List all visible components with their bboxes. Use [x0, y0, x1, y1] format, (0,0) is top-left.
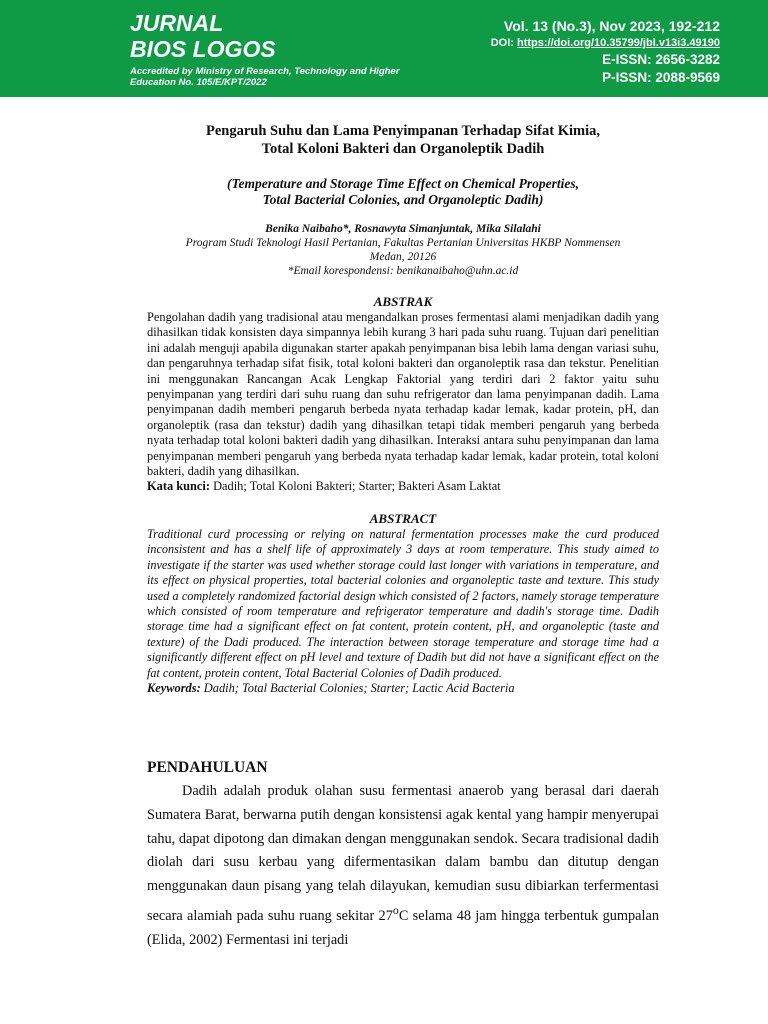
paper-title-id [147, 122, 659, 158]
authors: Benika Naibaho*, Rosnawyta Simanjuntak, Mika Silalahi [265, 223, 541, 235]
pendahuluan-section [147, 758, 659, 952]
paper-title-id-line2: Total Koloni Bakteri dan Organoleptik Dadih [261, 141, 545, 157]
journal-name-line1: JURNAL [130, 10, 224, 36]
eissn: E-ISSN: 2656-3282 [602, 52, 720, 67]
paper-front-matter [147, 122, 659, 696]
pendahuluan-heading: PENDAHULUAN [147, 759, 268, 776]
keywords-label: Keywords: [147, 680, 201, 695]
abstract-heading: ABSTRACT [369, 510, 437, 526]
doi-link[interactable]: https://doi.org/10.35799/jbl.v13i3.49190 [517, 37, 720, 49]
abstrak-heading: ABSTRAK [373, 294, 433, 309]
journal-header [0, 0, 768, 97]
kata-kunci-label: Kata kunci: [147, 479, 210, 494]
paper-title-en [147, 176, 659, 208]
paper-title-en-line1: (Temperature and Storage Time Effect on Chemical Properties, [227, 176, 579, 191]
affiliation-line2: Medan, 20126 [369, 251, 437, 263]
degree-sup: o [392, 902, 399, 917]
volume-info: Vol. 13 (No.3), Nov 2023, 192-212 [503, 18, 720, 34]
pendahuluan-text-1: Dadih adalah produk olahan susu fermentasi anaerob yang berasal dari daerah Sumatera Barat, berwarna putih dengan konsistensi agak kental yang hampir menyerupai tahu, dapat dipotong dan dimakan dengan menggunakan sendok. Secara tradisional dadih diolah dari susu kerbau yang difermentasikan dalam bambu dan ditutup dengan menggunakan daun pisang yang telah dilayukan, kemudian susu dibiarkan terfermentasi secara alamiah pada suhu ruang sekitar 27 [147, 783, 659, 924]
kata-kunci [147, 479, 659, 494]
doi-line [491, 36, 720, 51]
pissn: P-ISSN: 2088-9569 [602, 70, 720, 85]
journal-name-line2: BIOS LOGOS [130, 36, 276, 62]
affiliation-line1: Program Studi Teknologi Hasil Pertanian, Fakultas Pertanian Universitas HKBP Nommensen [185, 237, 621, 249]
journal-meta [491, 16, 720, 87]
journal-name [130, 10, 276, 62]
keywords-text: Dadih; Total Bacterial Colonies; Starter; Lactic Acid Bacteria [200, 680, 515, 695]
abstrak-body: Pengolahan dadih yang tradisional atau mengandalkan proses fermentasi alami menjadikan dadih yang dihasilkan tidak konsisten daya simpannya lebih kurang 3 hari pada suhu ruang. Tujuan dari penelitian ini adalah menguji apabila digunakan starter apakah penyimpanan bisa lebih lama dengan variasi suhu, dan pengaruhnya terhadap sifat fisik, total koloni bakteri dan organoleptik rasa dan tekstur. Penelitian ini menggunakan Rancangan Acak Lengkap Faktorial yang terdiri dari 2 faktor yaitu suhu penyimpanan yang terdiri dari suhu ruang dan suhu refrigerator dan lama penyimpanan dadih. Lama penyimpanan dadih memberi pengaruh berbeda nyata terhadap kadar lemak, kadar protein, pH, dan organoleptik (rasa dan tekstur) dadih yang dihasilkan tetapi tidak memberi pengaruh yang berbeda nyata terhadap total koloni bakteri dadih yang dihasilkan. Interaksi antara suhu penyimpanan dan lama penyimpanan memberi pengaruh yang berbeda nyata terhadap kadar lemak, kadar protein, total koloni bakteri, dadih yang dihasilkan. [147, 310, 659, 479]
pendahuluan-body [147, 780, 659, 952]
accreditation-text: Accredited by Ministry of Research, Technology and Higher Education No. 105/E/KPT/2022 [130, 66, 400, 88]
keywords [147, 681, 659, 696]
doi-label: DOI: [490, 37, 514, 49]
pendahuluan-text-2: C selama 48 jam hingga terbentuk gumpalan (Elida, 2002) Fermentasi ini terjadi [147, 907, 659, 948]
kata-kunci-text: Dadih; Total Koloni Bakteri; Starter; Bakteri Asam Laktat [210, 479, 501, 494]
paper-title-id-line1: Pengaruh Suhu dan Lama Penyimpanan Terhadap Sifat Kimia, [205, 123, 601, 139]
abstract-body: Traditional curd processing or relying on natural fermentation processes make the curd produced inconsistent and has a shelf life of approximately 3 days at room temperature. This study aimed to investigate if the starter was used whether storage could last longer with variations in temperature, and its effect on physical properties, total bacterial colonies and organoleptic taste and texture. This study used a completely randomized factorial design which consisted of 2 factors, namely storage temperature which consisted of room temperature and refrigerator temperature and dadih's storage time. Dadih storage time had a significant effect on fat content, protein content, pH, and organoleptic (taste and texture) of the Dadi produced. The interaction between storage temperature and storage time had a significantly different effect on pH level and texture of Dadih but did not have a significant effect on the fat content, protein content, Total Bacterial Colonies of Dadih produced. [147, 526, 659, 680]
paper-title-en-line2: Total Bacterial Colonies, and Organoleptic Dadih) [262, 192, 544, 207]
correspondence-email: *Email korespondensi: benikanaibaho@uhn.ac.id [287, 265, 519, 277]
